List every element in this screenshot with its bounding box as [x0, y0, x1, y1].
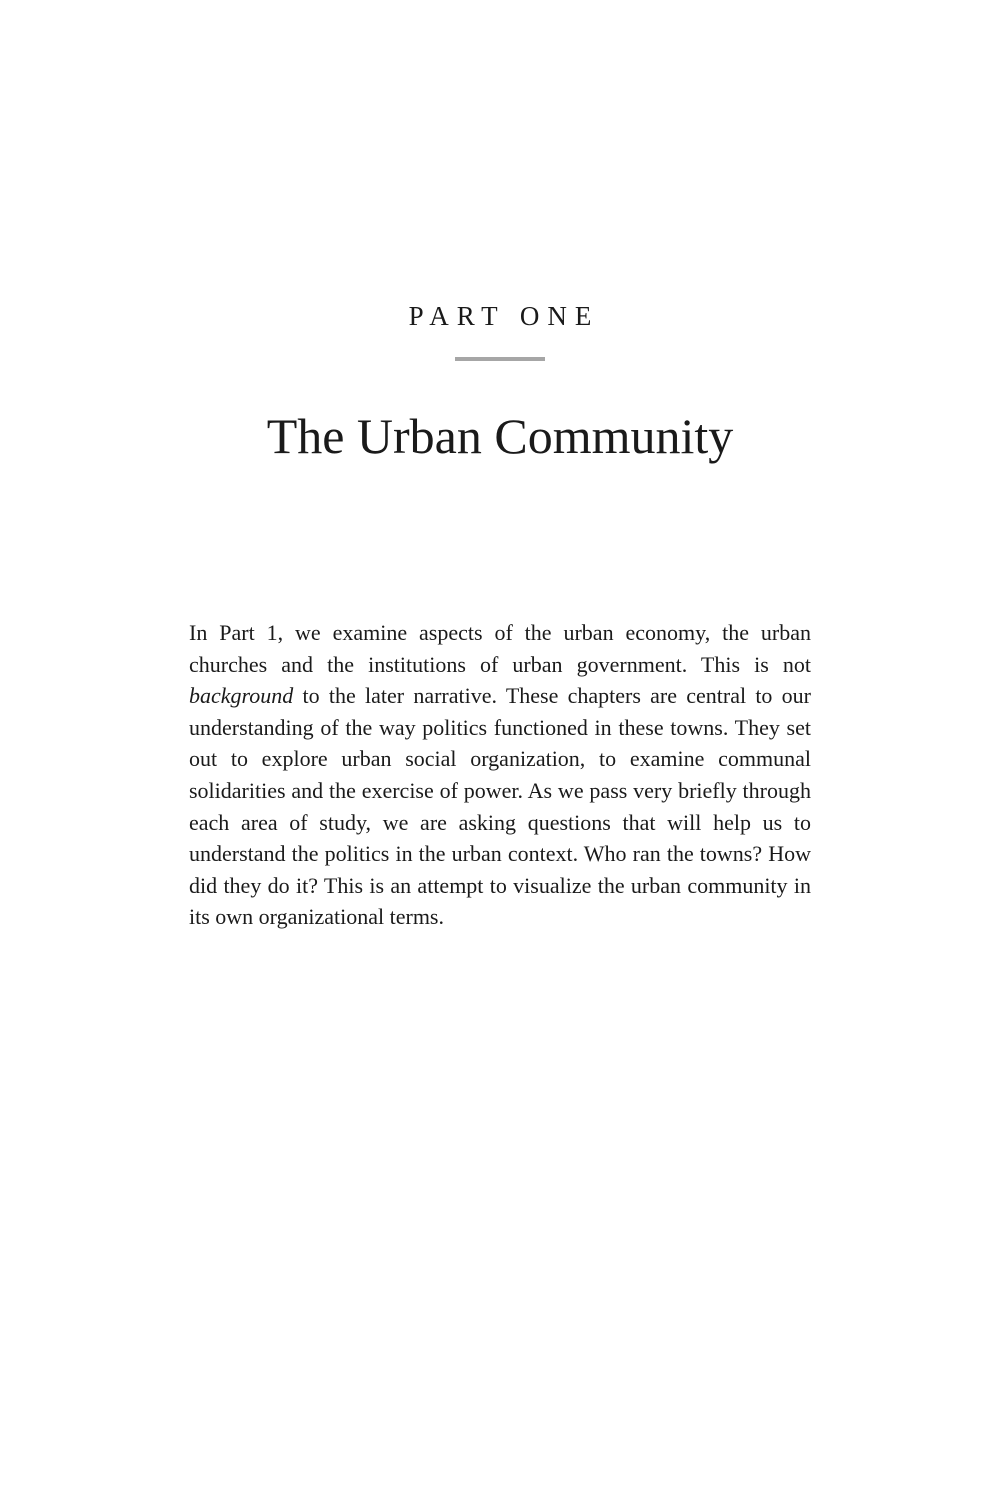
intro-paragraph	[189, 617, 811, 933]
intro-italic-word: background	[189, 683, 294, 709]
title-divider-rule	[455, 357, 545, 361]
part-label: PART ONE	[408, 301, 600, 331]
intro-text-start: In Part 1, we examine aspects of the urban economy, the urban churches and the institutions of urban government. This is not	[189, 620, 811, 677]
page-title: The Urban Community	[266, 408, 734, 464]
intro-text-rest: to the later narrative. These chapters are central to our understanding of the way politics functioned in these towns. They set out to explore urban social organization, to examine communal solidarities and the exercise of power. As we pass very briefly through each area of study, we are asking questions that will help us to understand the politics in the urban context. Who ran the towns? How did they do it? This is an attempt to visualize the urban community in its own organizational terms.	[189, 683, 811, 930]
